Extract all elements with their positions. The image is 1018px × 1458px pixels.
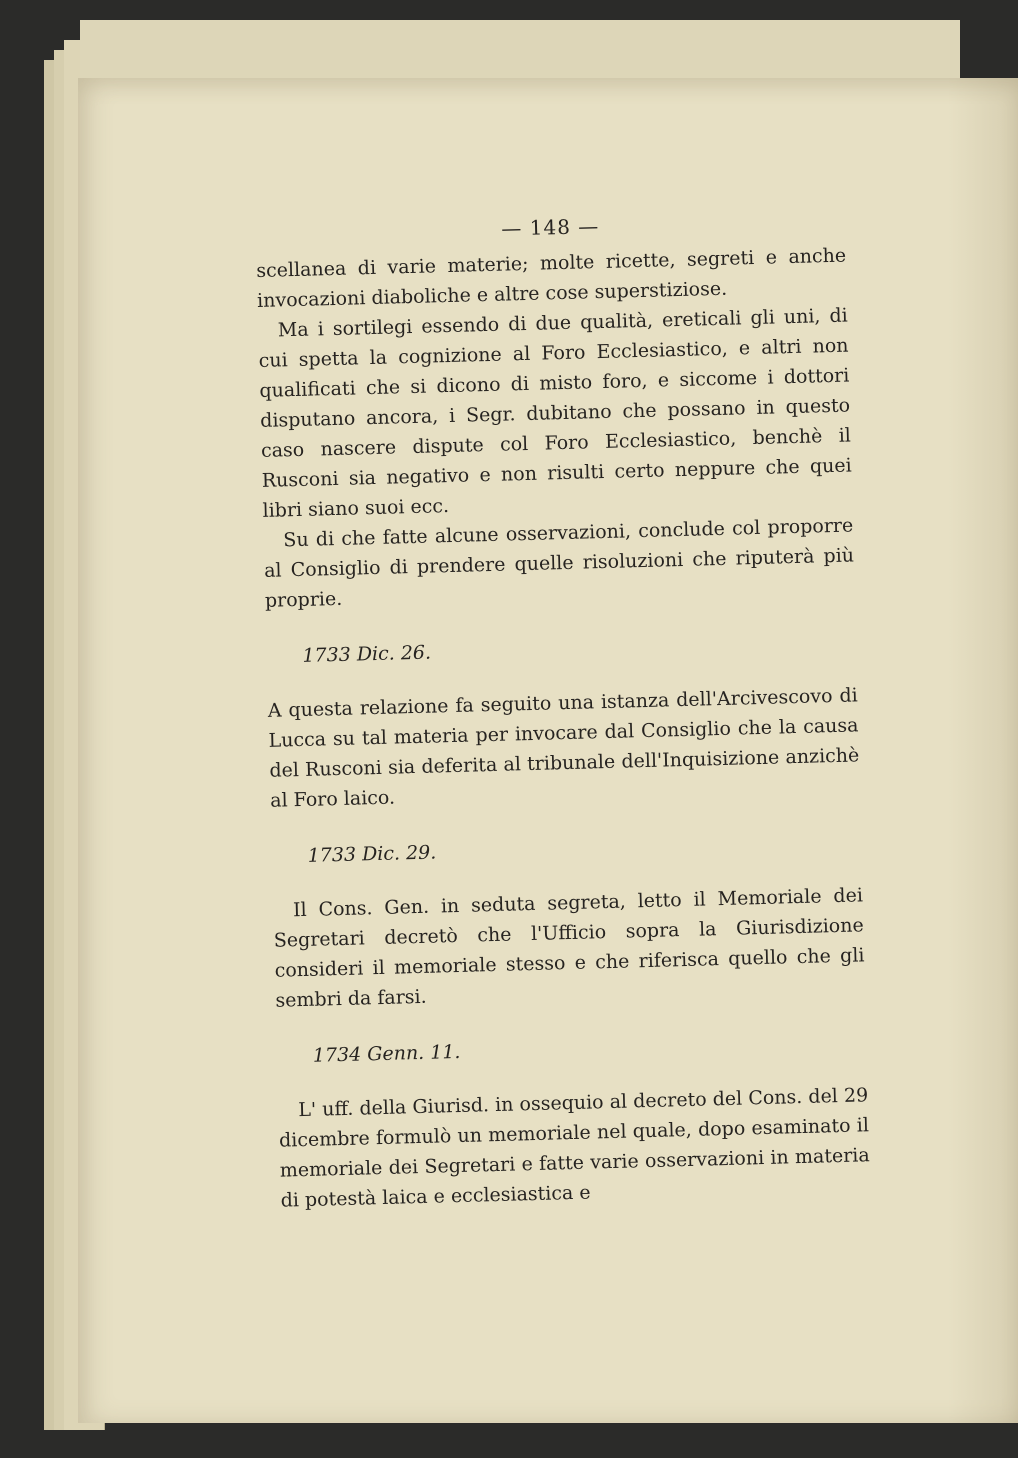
- paragraph: Su di che fatte alcune osservazioni, conclude col proporre al Consiglio di prendere quelle risoluzioni che riputerà più proprie.: [263, 514, 855, 612]
- entry-text: Il Cons. Gen. in seduta segreta, letto il Memoriale dei Segretari decretò che l'Ufficio sopra la Giurisdizione consideri il memoriale stesso e che riferisca quello che gli sembri da farsi.: [273, 884, 865, 1012]
- paragraph: scellanea di varie materie; molte ricette, segreti e anche invocazioni diaboliche e altre cose superstiziose.: [256, 244, 847, 312]
- entry-text: L' uff. della Giurisd. in ossequio al decreto del Cons. del 29 dicembre formulò un memoriale nel quale, dopo esaminato il memoriale dei Segretari e fatte varie osservazioni in materia di potestà laica e ecclesiastica e: [278, 1084, 870, 1212]
- page-stack-top-edge: [80, 20, 960, 81]
- paragraph: Ma i sortilegi essendo di due qualità, ereticali gli uni, di cui spetta la cognizione al Foro Ecclesiastico, e altri non qualificati che si dicono di misto foro, e siccome i dottori disputano ancora, i Segr. dubitano che possano in questo caso nascere dispute col Foro Ecclesiastico, benchè il Rusconi sia negativo e non risulti certo neppure che quei libri siano suoi ecc.: [258, 304, 852, 522]
- page-number: — 148 —: [501, 213, 600, 241]
- entry-date: 1733 Dic. 29.: [307, 841, 437, 867]
- entry-date: 1733 Dic. 26.: [302, 641, 432, 667]
- page-gutter-shadow: [948, 78, 1018, 1423]
- page-text: [255, 205, 871, 1216]
- entry-date: 1734 Genn. 11.: [312, 1040, 461, 1067]
- entry-text: A questa relazione fa seguito una istanza dell'Arcivescovo di Lucca su tal materia per invocare dal Consiglio che la causa del Rusconi sia deferita al tribunale dell'Inquisizione anzichè al Foro laico.: [267, 684, 860, 812]
